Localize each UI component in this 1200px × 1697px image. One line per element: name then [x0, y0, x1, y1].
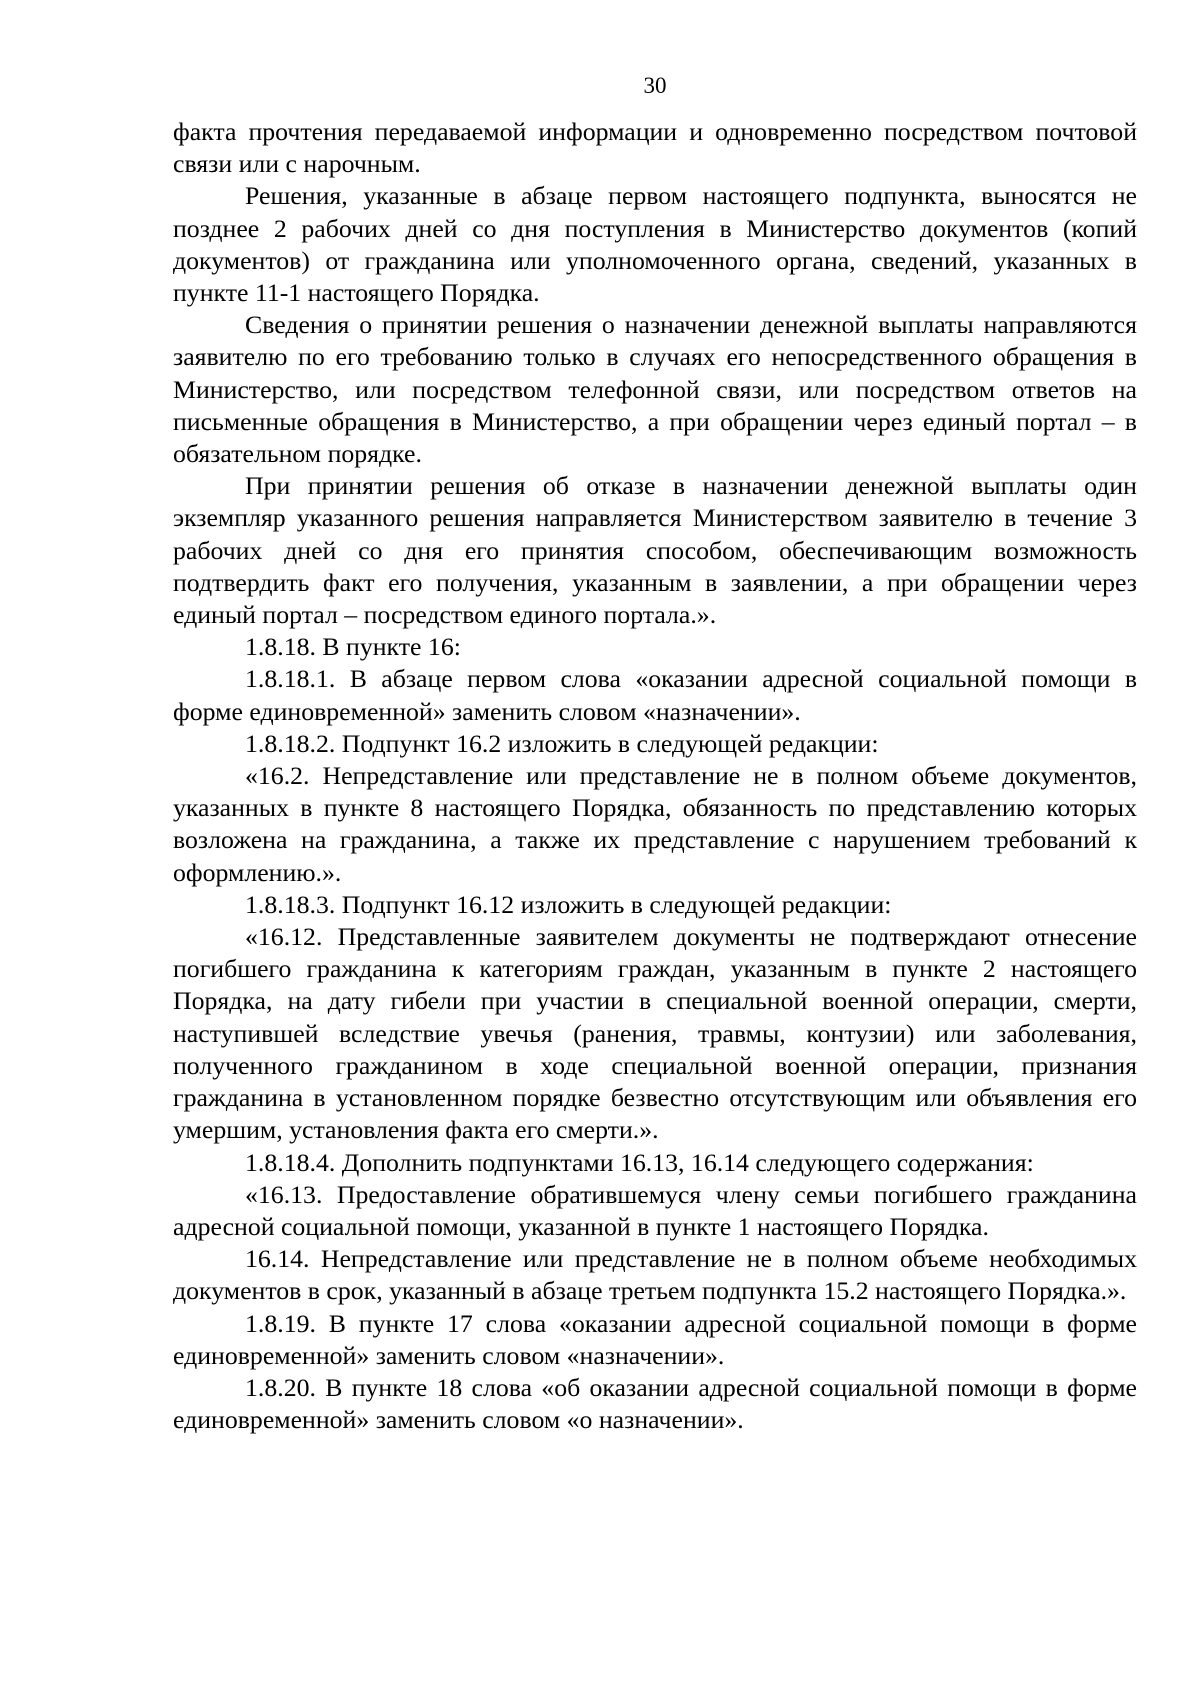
paragraph-16-2: «16.2. Непредставление или представление не в полном объеме документов, указанных в пункте 8 настоящего Порядка, обязанность по представлению которых возложена на гражданина, а также их представление с нарушением требований к оформлению.».	[173, 761, 1137, 887]
document-page	[173, 70, 1137, 1436]
paragraph-continuation: факта прочтения передаваемой информации и одновременно посредством почтовой связи или с нарочным.	[173, 117, 1137, 179]
paragraph-1-8-18: 1.8.18. В пункте 16:	[245, 632, 461, 662]
page-number: 30	[643, 73, 667, 98]
paragraph-1-8-18-3: 1.8.18.3. Подпункт 16.12 изложить в следующей редакции:	[245, 889, 892, 919]
paragraph-1-8-18-4: 1.8.18.4. Дополнить подпунктами 16.13, 16.14 следующего содержания:	[245, 1147, 1034, 1177]
paragraph-1-8-20: 1.8.20. В пункте 18 слова «об оказании адресной социальной помощи в форме единовременной» заменить словом «о назначении».	[173, 1372, 1137, 1435]
paragraph-decision-notification: Сведения о принятии решения о назначении денежной выплаты направляются заявителю по его требованию только в случаях его непосредственного обращения в Министерство, или посредством телефонной связи, или посредством ответов на письменные обращения в Министерство, а при обращении через единый портал – в обязательном порядке.	[173, 310, 1137, 469]
paragraph-1-8-18-1: 1.8.18.1. В абзаце первом слова «оказании адресной социальной помощи в форме единовременной» заменить словом «назначении».	[173, 664, 1137, 726]
paragraph-16-14: 16.14. Непредставление или представление не в полном объеме необходимых документов в срок, указанный в абзаце третьем подпункта 15.2 настоящего Порядка.».	[173, 1244, 1137, 1306]
paragraph-1-8-19: 1.8.19. В пункте 17 слова «оказании адресной социальной помощи в форме единовременной» заменить словом «назначении».	[173, 1308, 1137, 1370]
paragraph-1-8-18-2: 1.8.18.2. Подпункт 16.2 изложить в следующей редакции:	[245, 728, 879, 758]
paragraph-16-13: «16.13. Предоставление обратившемуся члену семьи погибшего гражданина адресной социальной помощи, указанной в пункте 1 настоящего Порядка.	[173, 1179, 1137, 1241]
paragraph-refusal-decision: При принятии решения об отказе в назначении денежной выплаты один экземпляр указанного решения направляется Министерством заявителю в течение 3 рабочих дней со дня его принятия способом, обеспечивающим возможность подтвердить факт его получения, указанным в заявлении, а при обращении через единый портал – посредством единого портала.».	[173, 471, 1137, 630]
paragraph-16-12: «16.12. Представленные заявителем документы не подтверждают отнесение погибшего гражданина к категориям граждан, указанным в пункте 2 настоящего Порядка, на дату гибели при участии в специальной военной операции, смерти, наступившей вследствие увечья (ранения, травмы, контузии) или заболевания, полученного гражданином в ходе специальной военной операции, признания гражданина в установленном порядке безвестно отсутствующим или объявления его умершим, установления факта его смерти.».	[173, 922, 1137, 1145]
paragraph-decisions-deadline: Решения, указанные в абзаце первом настоящего подпункта, выносятся не позднее 2 рабочих дней со дня поступления в Министерство документов (копий документов) от гражданина или уполномоченного органа, сведений, указанных в пункте 11-1 настоящего Порядка.	[173, 181, 1137, 308]
